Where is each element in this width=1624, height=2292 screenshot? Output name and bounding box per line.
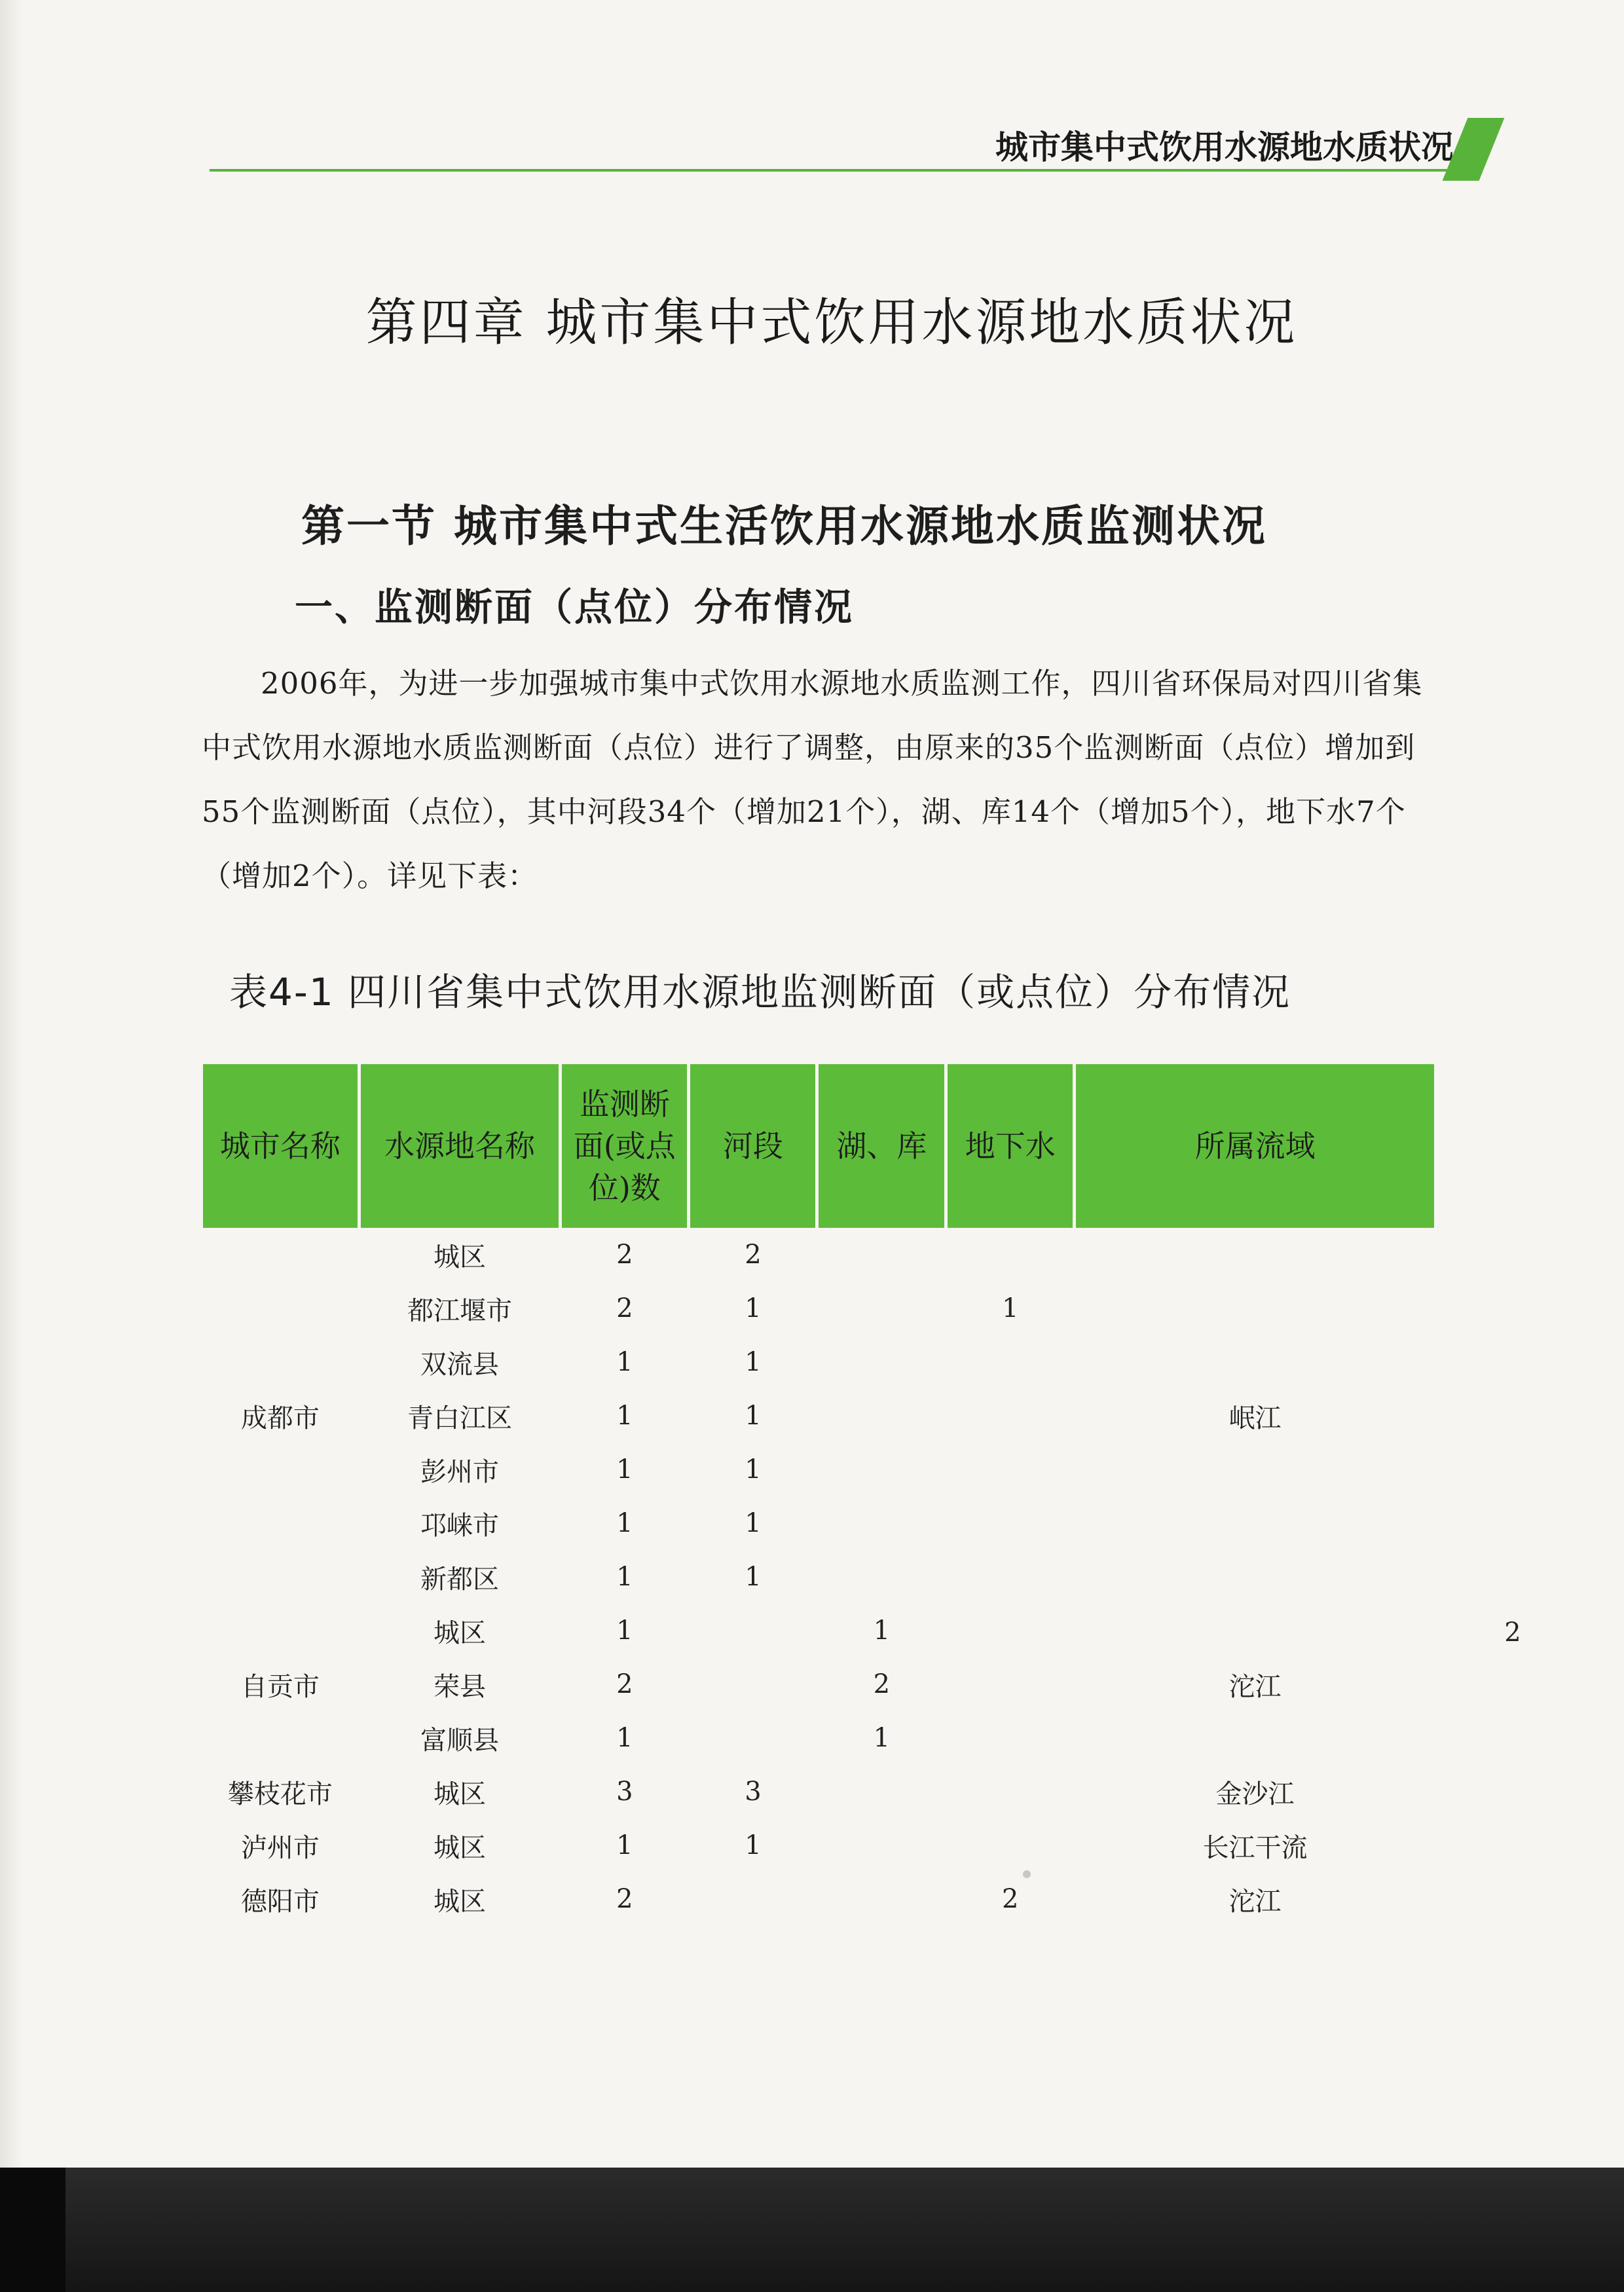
cell-source: 城区	[434, 1242, 487, 1272]
cell-count: 2	[616, 1884, 633, 1914]
cell-source: 青白江区	[407, 1403, 513, 1433]
cell-lake	[819, 1335, 944, 1389]
chapter-title: 第四章 城市集中式饮用水源地水质状况	[365, 293, 1298, 352]
cell-count: 1	[616, 1454, 633, 1485]
cell-count: 2	[616, 1240, 633, 1270]
cell-ground	[948, 1604, 1073, 1657]
cell-count: 1	[616, 1723, 633, 1753]
cell-basin: 金沙江	[1215, 1779, 1295, 1809]
cell-lake	[819, 1228, 944, 1282]
header-lake: 湖、库	[819, 1064, 944, 1228]
cell-lake	[819, 1872, 944, 1926]
table-caption: 表4-1 四川省集中式饮用水源地监测断面（或点位）分布情况	[229, 970, 1291, 1014]
table-row	[203, 1228, 1434, 1282]
cell-basin: 沱江	[1228, 1671, 1282, 1702]
cell-river	[690, 1604, 815, 1657]
cell-source: 荣县	[434, 1671, 487, 1702]
page-number: 2	[1504, 1617, 1521, 1648]
cell-river: 1	[745, 1508, 762, 1538]
header-basin: 所属流域	[1076, 1064, 1434, 1228]
header-city: 城市名称	[203, 1064, 358, 1228]
cell-source: 双流县	[420, 1349, 500, 1380]
cell-river: 1	[745, 1293, 762, 1323]
cell-source: 彭州市	[420, 1456, 500, 1487]
cell-river: 2	[745, 1240, 762, 1270]
table-row	[203, 1604, 1434, 1657]
scan-speck	[1023, 1870, 1031, 1878]
cell-source: 城区	[434, 1779, 487, 1809]
cell-ground	[948, 1819, 1073, 1872]
header-groundwater: 地下水	[948, 1064, 1073, 1228]
cell-count: 1	[616, 1508, 633, 1538]
cell-ground	[948, 1711, 1073, 1765]
cell-lake	[819, 1819, 944, 1872]
cell-river	[690, 1872, 815, 1926]
table-body	[203, 1228, 1434, 1926]
cell-count: 1	[616, 1562, 633, 1592]
table-row	[203, 1765, 1434, 1819]
cell-city: 自贡市	[240, 1671, 320, 1702]
cell-count: 3	[616, 1777, 633, 1807]
table-header-row	[203, 1064, 1434, 1228]
cell-ground: 2	[1001, 1884, 1019, 1914]
cell-river	[690, 1711, 815, 1765]
cell-source: 富顺县	[420, 1725, 500, 1756]
cell-city: 泸州市	[240, 1832, 320, 1863]
cell-ground	[948, 1389, 1073, 1443]
cell-count: 1	[616, 1401, 633, 1431]
cell-city: 攀枝花市	[227, 1779, 333, 1809]
cell-lake	[819, 1496, 944, 1550]
cell-ground	[948, 1335, 1073, 1389]
cell-basin: 长江干流	[1202, 1832, 1308, 1863]
cell-lake: 2	[873, 1669, 891, 1699]
cell-source: 邛崃市	[420, 1510, 500, 1541]
cell-source: 城区	[434, 1617, 487, 1648]
cell-river: 1	[745, 1562, 762, 1592]
table-row	[203, 1872, 1434, 1926]
cell-count: 2	[616, 1669, 633, 1699]
cell-lake	[819, 1765, 944, 1819]
cell-ground	[948, 1228, 1073, 1282]
cell-river: 1	[745, 1347, 762, 1377]
cell-river: 1	[745, 1454, 762, 1485]
cell-source: 城区	[434, 1886, 487, 1917]
cell-river: 3	[745, 1777, 762, 1807]
running-header: 城市集中式饮用水源地水质状况	[995, 128, 1454, 166]
paragraph-text: 2006年，为进一步加强城市集中式饮用水源地水质监测工作，四川省环保局对四川省集中式饮用水源地水质监测断面（点位）进行了调整，由原来的35个监测断面（点位）增加到55个监测断面（点位），其中河段34个（增加21个），湖、库14个（增加5个），地下水7个（增加2个）。详见下表：	[202, 666, 1423, 893]
cell-ground	[948, 1496, 1073, 1550]
cell-ground	[948, 1657, 1073, 1711]
cell-count: 1	[616, 1347, 633, 1377]
scan-bottom-edge	[0, 2168, 1624, 2292]
cell-lake	[819, 1282, 944, 1335]
header-source: 水源地名称	[361, 1064, 559, 1228]
cell-source: 城区	[434, 1832, 487, 1863]
subsection-title: 一、监测断面（点位）分布情况	[295, 585, 855, 629]
cell-ground	[948, 1443, 1073, 1496]
cell-lake	[819, 1550, 944, 1604]
cell-river: 1	[745, 1830, 762, 1860]
header-rule	[210, 169, 1480, 172]
cell-basin: 沱江	[1228, 1886, 1282, 1917]
cell-basin: 岷江	[1228, 1403, 1282, 1433]
cell-source: 都江堰市	[407, 1295, 513, 1326]
cell-lake	[819, 1389, 944, 1443]
cell-lake: 1	[873, 1723, 891, 1753]
cell-lake: 1	[873, 1616, 891, 1646]
header-count: 监测断面(或点位)数	[562, 1064, 687, 1228]
cell-lake	[819, 1443, 944, 1496]
cell-count: 2	[616, 1293, 633, 1323]
table-row	[203, 1819, 1434, 1872]
monitoring-table	[200, 1064, 1437, 1926]
cell-city: 成都市	[240, 1403, 320, 1433]
cell-river: 1	[745, 1401, 762, 1431]
cell-ground: 1	[1001, 1293, 1019, 1323]
cell-source: 新都区	[420, 1564, 500, 1595]
cell-city: 德阳市	[240, 1886, 320, 1917]
cell-ground	[948, 1550, 1073, 1604]
cell-count: 1	[616, 1616, 633, 1646]
section-title: 第一节 城市集中式生活饮用水源地水质监测状况	[301, 500, 1267, 551]
body-paragraph	[202, 652, 1446, 908]
cell-count: 1	[616, 1830, 633, 1860]
cell-river	[690, 1657, 815, 1711]
cell-ground	[948, 1765, 1073, 1819]
header-river: 河段	[690, 1064, 815, 1228]
